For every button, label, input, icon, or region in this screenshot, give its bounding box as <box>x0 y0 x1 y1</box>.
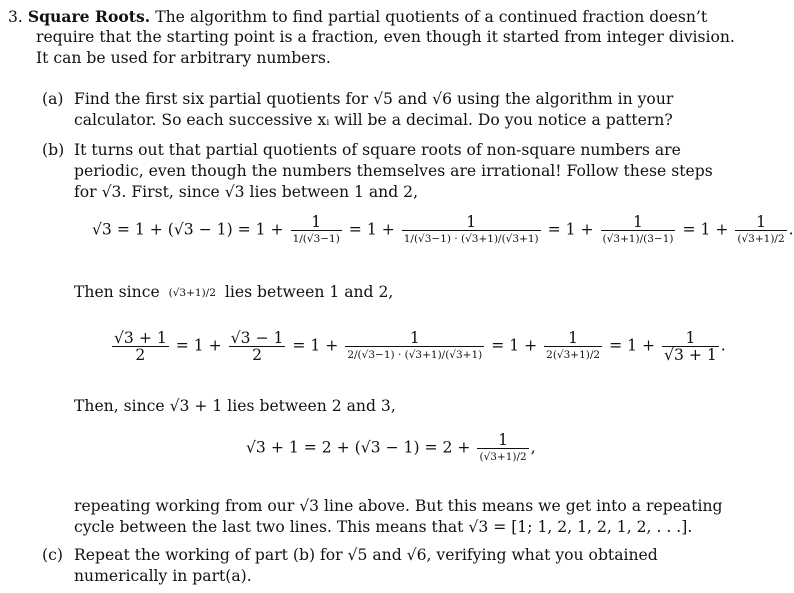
eq2-frac-a <box>112 330 169 363</box>
problem-intro-line2: require that the starting point is a fraction, even though it started from integer division. <box>36 28 735 46</box>
part-a-line2: calculator. So each successive xᵢ will be a decimal. Do you notice a pattern? <box>74 111 673 129</box>
eq2-t4: = 1 + <box>609 336 656 355</box>
eq1-f4-num: 1 <box>735 214 786 231</box>
eq1-end: . <box>788 220 794 239</box>
eq1-f1-num: 1 <box>291 214 342 231</box>
eq1-f1-den: 1/(√3−1) <box>292 233 340 245</box>
eq2-frac-c <box>345 330 484 363</box>
eq3-f-num: 1 <box>477 432 528 449</box>
part-a-line1: Find the first six partial quotients for √5 and √6 using the algorithm in your <box>74 90 674 108</box>
eq2-e-den: √3 + 1 <box>664 346 717 364</box>
part-b-label: (b) <box>42 141 65 159</box>
part-c-line1: Repeat the working of part (b) for √5 and √6, verifying what you obtained <box>74 546 658 564</box>
problem-title: Square Roots. <box>27 7 151 26</box>
problem-intro-line3: It can be used for arbitrary numbers. <box>36 49 331 67</box>
eq2-b-num: √3 − 1 <box>230 329 284 347</box>
part-b-line1: It turns out that partial quotients of square roots of non-square numbers are <box>74 141 681 159</box>
eq2-b-den: 2 <box>252 346 263 364</box>
eq1-t2: = 1 + <box>348 220 395 239</box>
then-line: Then, since √3 + 1 lies between 2 and 3, <box>74 397 396 415</box>
eq2-frac-b <box>229 330 286 363</box>
eq2-t3: = 1 + <box>491 336 538 355</box>
eq1-f2-num: 1 <box>402 214 541 231</box>
then-since-text-2: lies between 1 and 2, <box>224 283 394 301</box>
eq1-f3-den: (√3+1)/(3−1) <box>602 233 674 245</box>
eq2-e-num: 1 <box>662 330 719 347</box>
then-since-frac <box>167 287 218 299</box>
eq1-t4: = 1 + <box>682 220 729 239</box>
part-b-close-line2: cycle between the last two lines. This means that √3 = [1; 1, 2, 1, 2, 1, 2, . . .]. <box>74 518 693 536</box>
then-since-frac-text: (√3+1)/2 <box>168 287 216 299</box>
part-b-line3: for √3. First, since √3 lies between 1 and 2, <box>74 183 419 201</box>
eq1-t3: = 1 + <box>547 220 594 239</box>
eq1-frac-1 <box>291 214 342 247</box>
eq1-frac-2 <box>402 214 541 247</box>
eq2-d-den: 2(√3+1)/2 <box>546 349 601 361</box>
part-b-line2: periodic, even though the numbers themselves are irrational! Follow these steps <box>74 162 713 180</box>
eq2-end: . <box>720 336 726 355</box>
eq3-end: , <box>530 438 536 457</box>
eq2-frac-e <box>662 330 719 363</box>
eq1-f3-num: 1 <box>601 214 676 231</box>
equation-3 <box>246 432 536 465</box>
eq1-f2-den: 1/(√3−1) · (√3+1)/(√3+1) <box>403 233 539 245</box>
part-c-line2: numerically in part(a). <box>74 567 252 585</box>
eq2-c-num: 1 <box>345 330 484 347</box>
eq1-frac-4 <box>735 214 786 247</box>
eq2-a-num: √3 + 1 <box>114 329 167 347</box>
problem-intro-line1: The algorithm to find partial quotients of a continued fraction doesn’t <box>155 8 708 26</box>
part-b-close-line1: repeating working from our √3 line above. But this means we get into a repeating <box>74 497 723 515</box>
eq2-a-den: 2 <box>135 346 146 364</box>
eq2-frac-d <box>544 330 602 363</box>
eq3-lhs: √3 + 1 = 2 + (√3 − 1) = 2 + <box>246 438 471 457</box>
then-since-line <box>74 283 393 301</box>
eq3-frac <box>477 432 528 465</box>
eq2-t1: = 1 + <box>175 336 222 355</box>
equation-2 <box>110 330 726 363</box>
problem-number: 3. <box>8 8 23 26</box>
eq1-lhs: √3 = 1 + (√3 − 1) = 1 + <box>92 220 284 239</box>
eq2-c-den: 2/(√3−1) · (√3+1)/(√3+1) <box>347 349 483 361</box>
eq2-d-num: 1 <box>544 330 602 347</box>
then-since-text-1: Then since <box>74 283 160 301</box>
eq2-t2: = 1 + <box>292 336 339 355</box>
eq1-frac-3 <box>601 214 676 247</box>
part-c-label: (c) <box>42 546 63 564</box>
eq3-f-den: (√3+1)/2 <box>479 451 527 463</box>
problem-heading-line <box>8 6 707 28</box>
equation-1 <box>92 214 794 247</box>
part-a-label: (a) <box>42 90 64 108</box>
eq1-f4-den: (√3+1)/2 <box>737 233 785 245</box>
